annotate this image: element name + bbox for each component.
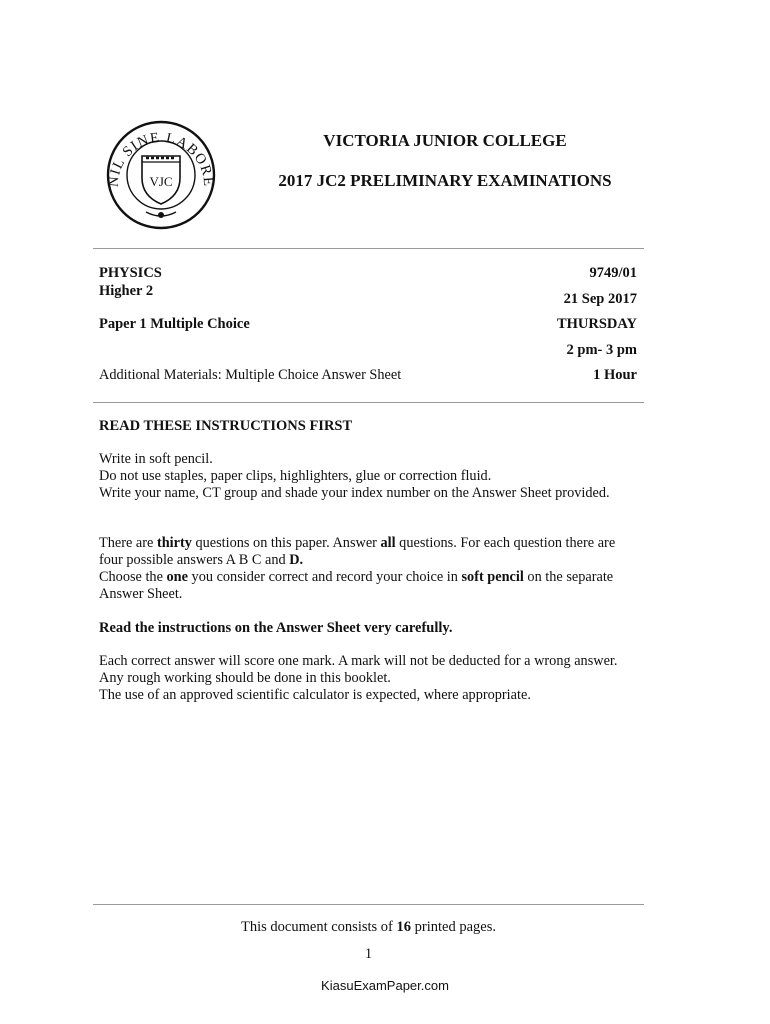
paper-code: 9749/01 xyxy=(589,265,637,281)
emphasis-all: all xyxy=(380,535,396,551)
instructions-paragraph-4 xyxy=(99,653,629,704)
answer-sheet-note: Read the instructions on the Answer Sheet very carefully. xyxy=(99,620,453,636)
page-count: 16 xyxy=(396,919,411,935)
instruction-line: Do not use staples, paper clips, highlighters, glue or correction fluid. xyxy=(99,468,492,484)
page-count-note: This document consists of 16 printed pages. xyxy=(241,919,496,935)
exam-date: 21 Sep 2017 xyxy=(563,291,637,307)
middle-divider xyxy=(93,402,644,403)
level: Higher 2 xyxy=(99,283,154,299)
instructions-paragraph-1 xyxy=(99,451,629,502)
additional-materials: Additional Materials: Multiple Choice Answer Sheet xyxy=(99,367,402,383)
emphasis-d: D. xyxy=(289,552,304,568)
exam-title: 2017 JC2 PRELIMINARY EXAMINATIONS xyxy=(278,171,612,190)
exam-duration: 1 Hour xyxy=(593,367,637,383)
bottom-divider xyxy=(93,904,644,905)
instruction-line: The use of an approved scientific calculator is expected, where appropriate. xyxy=(99,687,531,703)
instruction-line: Each correct answer will score one mark. A mark will not be deducted for a wrong answer. xyxy=(99,653,618,669)
paper-title: Paper 1 Multiple Choice xyxy=(99,316,250,332)
emphasis-thirty: thirty xyxy=(156,535,192,551)
seal-motto: NIL SINE LABORE xyxy=(106,129,216,188)
instruction-line: Write in soft pencil. xyxy=(99,451,213,467)
exam-day: THURSDAY xyxy=(556,316,637,332)
exam-time: 2 pm- 3 pm xyxy=(566,342,637,358)
top-divider xyxy=(93,248,644,249)
emphasis-soft-pencil: soft pencil xyxy=(461,569,524,585)
college-crest-seal xyxy=(106,120,216,230)
page-number: 1 xyxy=(364,946,373,962)
emphasis-one: one xyxy=(166,569,188,585)
watermark: KiasuExamPaper.com xyxy=(321,978,449,993)
seal-monogram: VJC xyxy=(149,174,173,189)
instructions-heading: READ THESE INSTRUCTIONS FIRST xyxy=(99,418,353,434)
instructions-paragraph-2: There are thirty questions on this paper. Answer all questions. For each question there are four possible answers A B C and D. Choose the one you consider correct and record your choice in soft pencil on the separate Answer Sheet. xyxy=(99,535,616,602)
subject: PHYSICS xyxy=(99,265,162,281)
instruction-line: Write your name, CT group and shade your index number on the Answer Sheet provided. xyxy=(99,485,610,501)
school-name: VICTORIA JUNIOR COLLEGE xyxy=(323,131,567,150)
instruction-line: Any rough working should be done in this booklet. xyxy=(99,670,391,686)
